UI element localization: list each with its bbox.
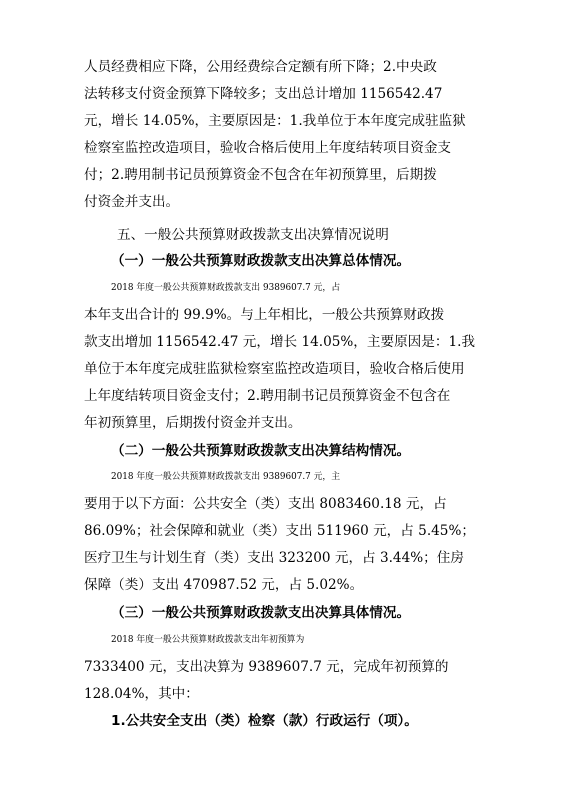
text-line: 7333400 元，支出决算为 9389607.7 元，完成年初预算的: [84, 659, 449, 675]
subheading-overall: [111, 248, 509, 275]
paragraph-details: [84, 627, 482, 708]
subheading-details: [111, 600, 509, 627]
paragraph-structure: [84, 464, 482, 599]
text-line: 单位于本年度完成驻监狱检察室监控改造项目，验收合格后使用: [84, 361, 465, 377]
text-line: 元，增长 14.05%，主要原因是：1.我单位于本年度完成驻监狱: [84, 113, 466, 129]
text-line: 本年支出合计的 99.9%。与上年相比，一般公共预算财政拨: [84, 307, 445, 323]
heading-text: 五、一般公共预算财政拨款支出决算情况说明: [117, 227, 389, 243]
heading-text: 1.公共安全支出（类）检察（款）行政运行（项）。: [111, 713, 418, 729]
paragraph-personnel-expenses: [84, 54, 482, 216]
text-line: 年初预算里，后期拨付资金并支出。: [84, 415, 302, 431]
heading-text: （一）一般公共预算财政拨款支出决算总体情况。: [111, 253, 411, 269]
text-line: 2018 年度一般公共预算财政拨款支出年初预算为: [111, 635, 305, 645]
paragraph-overall: [84, 275, 482, 437]
heading-text: （三）一般公共预算财政拨款支出决算具体情况。: [111, 605, 411, 621]
text-line: 2018 年度一般公共预算财政拨款支出 9389607.7 元，主: [111, 472, 341, 482]
text-line: 付；2.聘用制书记员预算资金不包含在年初预算里，后期拨: [84, 167, 437, 183]
text-line: 要用于以下方面：公共安全（类）支出 8083460.18 元，占: [84, 496, 447, 512]
heading-text: （二）一般公共预算财政拨款支出决算结构情况。: [111, 443, 411, 459]
text-line: 86.09%；社会保障和就业（类）支出 511960 元，占 5.45%；: [84, 523, 475, 539]
text-line: 128.04%，其中：: [84, 686, 199, 702]
text-line: 保障（类）支出 470987.52 元，占 5.02%。: [84, 577, 364, 593]
section-heading-5: [117, 222, 515, 249]
text-line: 医疗卫生与计划生育（类）支出 323200 元，占 3.44%；住房: [84, 550, 464, 566]
text-line: 2018 年度一般公共预算财政拨款支出 9389607.7 元，占: [111, 283, 341, 293]
text-line: 法转移支付资金预算下降较多；支出总计增加 1156542.47: [84, 86, 443, 102]
subheading-structure: [111, 438, 509, 465]
item-heading-1: [111, 708, 509, 735]
text-line: 检察室监控改造项目，验收合格后使用上年度结转项目资金支: [84, 140, 452, 156]
text-line: 付资金并支出。: [84, 194, 180, 210]
text-line: 人员经费相应下降，公用经费综合定额有所下降；2.中央政: [84, 59, 437, 75]
text-line: 款支出增加 1156542.47 元，增长 14.05%，主要原因是：1.我: [84, 334, 476, 350]
text-line: 上年度结转项目资金支付；2.聘用制书记员预算资金不包含在: [84, 388, 451, 404]
